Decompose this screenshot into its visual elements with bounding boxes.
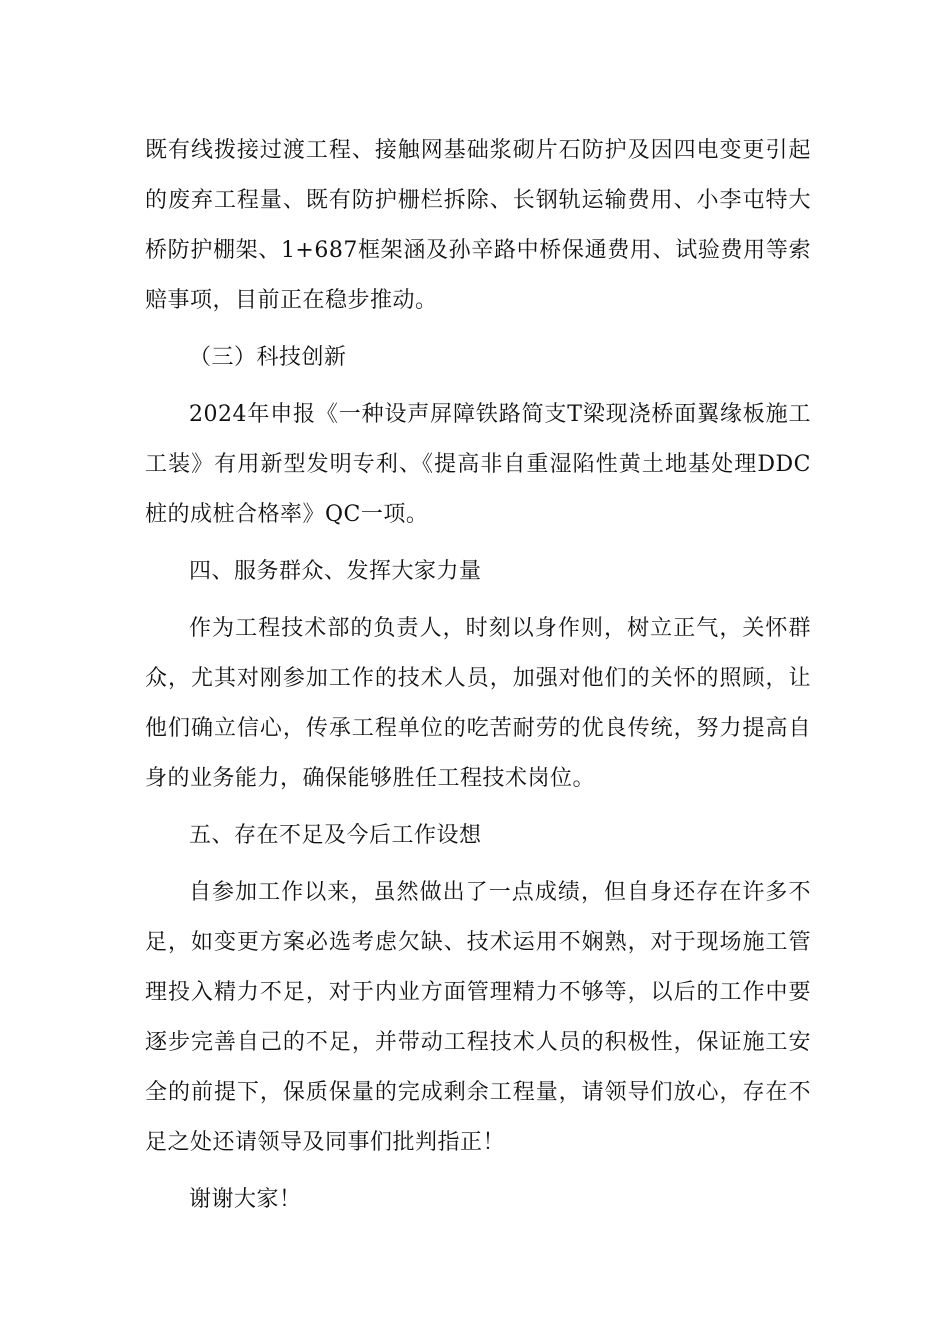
section-heading-tech-innovation: （三）科技创新 [189, 345, 347, 370]
paragraph-thanks: 谢谢大家！ [189, 1187, 302, 1212]
document-body [145, 126, 811, 1232]
section-heading-shortcomings: 五、存在不足及今后工作设想 [189, 823, 482, 848]
paragraph-tech-innovation: 2024年申报《一种设声屏障铁路简支T梁现浇桥面翼缘板施工工装》有用新型发明专利、《提高非自重湿陷性黄土地基处理DDC桩的成桩合格率》QC一项。 [145, 402, 811, 527]
section-heading-serve-masses: 四、服务群众、发挥大家力量 [189, 559, 482, 584]
paragraph-serve-masses: 作为工程技术部的负责人，时刻以身作则，树立正气，关怀群众，尤其对刚参加工作的技术人员，加强对他们的关怀的照顾，让他们确立信心，传承工程单位的吃苦耐劳的优良传统，努力提高自身的业务能力，确保能够胜任工程技术岗位。 [145, 616, 811, 791]
paragraph-claims: 既有线拨接过渡工程、接触网基础浆砌片石防护及因四电变更引起的废弃工程量、既有防护栅栏拆除、长钢轨运输费用、小李屯特大桥防护棚架、1+687框架涵及孙辛路中桥保通费用、试验费用等索赔事项，目前正在稳步推动。 [145, 138, 811, 313]
paragraph-shortcomings: 自参加工作以来，虽然做出了一点成绩，但自身还存在许多不足，如变更方案必选考虑欠缺、技术运用不娴熟，对于现场施工管理投入精力不足，对于内业方面管理精力不够等，以后的工作中要逐步完善自己的不足，并带动工程技术人员的积极性，保证施工安全的前提下，保质保量的完成剩余工程量，请领导们放心，存在不足之处还请领导及同事们批判指正！ [145, 880, 811, 1155]
